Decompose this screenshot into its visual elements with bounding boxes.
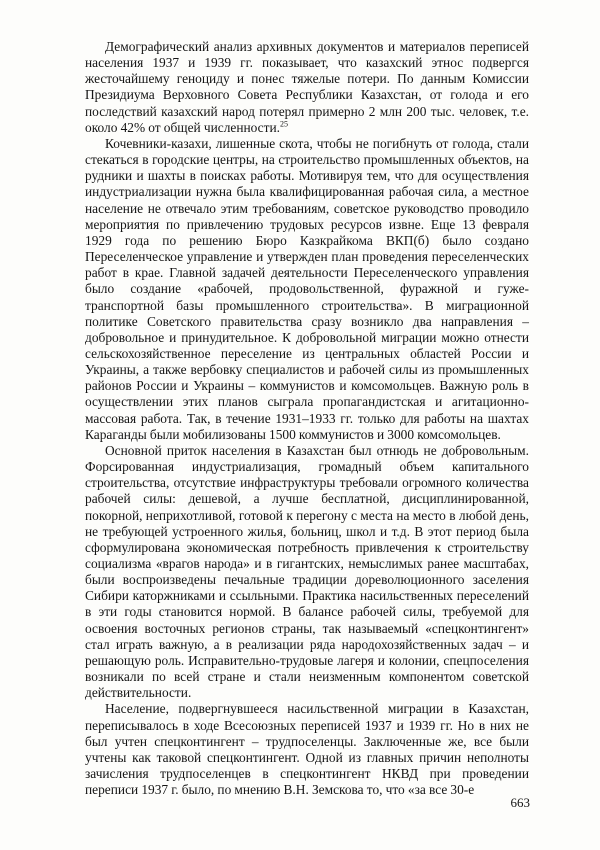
page-number: 663	[510, 795, 530, 810]
paragraph-3: Основной приток населения в Казахстан был отнюдь не добровольным. Форсированная индустриализация, громадный объем капитального строительства, отсутствие инфраструктуры требовали огромного количества рабочей силы: дешевой, а лучше бесплатной, дисциплинированной, покорной, неприхотливой, готовой к перегону с места на место в любой день, не требующей устроенного жилья, больниц, школ и т.д. В этот период была сформулирована экономическая потребность привлечения к строительству социализма «врагов народа» и в гигантских, немыслимых ранее масштабах, были воспроизведены печальные традиции дореволюционного заселения Сибири каторжниками и ссыльными. Практика насильственных переселений в эти годы становится нормой. В балансе рабочей силы, требуемой для освоения восточных регионов страны, так называемый «спецконтингент» стал играть важную, а в реализации ряда народохозяйственных задач – и решающую роль. Исправительно-трудовые лагеря и колонии, спецпоселения возникали по всей стране и стали неизменным компонентом советской действительности.	[85, 442, 529, 701]
paragraph-1-text: Демографический анализ архивных документов и материалов переписей населения 1937 и 1939 гг. показывает, что казахский этнос подвергся жесточайшему геноциду и понес тяжелые потери. По данным Комиссии Президиума Верховного Совета Республики Казахстан, от голода и его последствий казахский народ потерял примерно 2 млн 200 тыс. человек, т.е. около 42% от общей численности.	[85, 39, 529, 135]
paragraph-2: Кочевники-казахи, лишенные скота, чтобы не погибнуть от голода, стали стекаться в городские центры, на строительство промышленных объектов, на рудники и шахты в поисках работы. Мотивируя тем, что для осуществления индустриализации нужна была квалифицированная рабочая сила, а местное население не отвечало этим требованиям, советское руководство проводило мероприятия по привлечению трудовых ресурсов извне. Еще 13 февраля 1929 года по решению Бюро Казкрайкома ВКП(б) было создано Переселенческое управление и утвержден план проведения переселенческих работ в крае. Главной задачей деятельности Переселенческого управления было создание «рабочей, продовольственной, фуражной и гуже-транспортной базы промышленного строительства». В миграционной политике Советского правительства сразу возникло два направления – добровольное и принудительное. К добровольной миграции можно отнести сельскохозяйственное переселение из центральных областей России и Украины, а также вербовку специалистов и рабочей силы из промышленных районов России и Украины – коммунистов и комсомольцев. Важную роль в осуществлении этих планов сыграла пропагандистская и агитационно-массовая работа. Так, в течение 1931–1933 гг. только для работы на шахтах Караганды были мобилизованы 1500 коммунистов и 3000 комсомольцев.	[85, 135, 529, 442]
paragraph-1	[85, 39, 529, 136]
paragraph-4: Население, подвергнувшееся насильственной миграции в Казахстан, переписывалось в ходе Всесоюзных переписей 1937 и 1939 гг. Но в них не был учтен спецконтингент – трудпоселенцы. Заключенные же, все были учтены как таковой спецконтингент. Одной из главных причин неполноты зачисления трудпоселенцев в спецконтингент НКВД при проведении переписи 1937 г. было, по мнению В.Н. Земскова то, что «за все 30-е	[85, 701, 529, 798]
body-text	[85, 39, 529, 798]
footnote-reference: 25	[280, 119, 288, 129]
